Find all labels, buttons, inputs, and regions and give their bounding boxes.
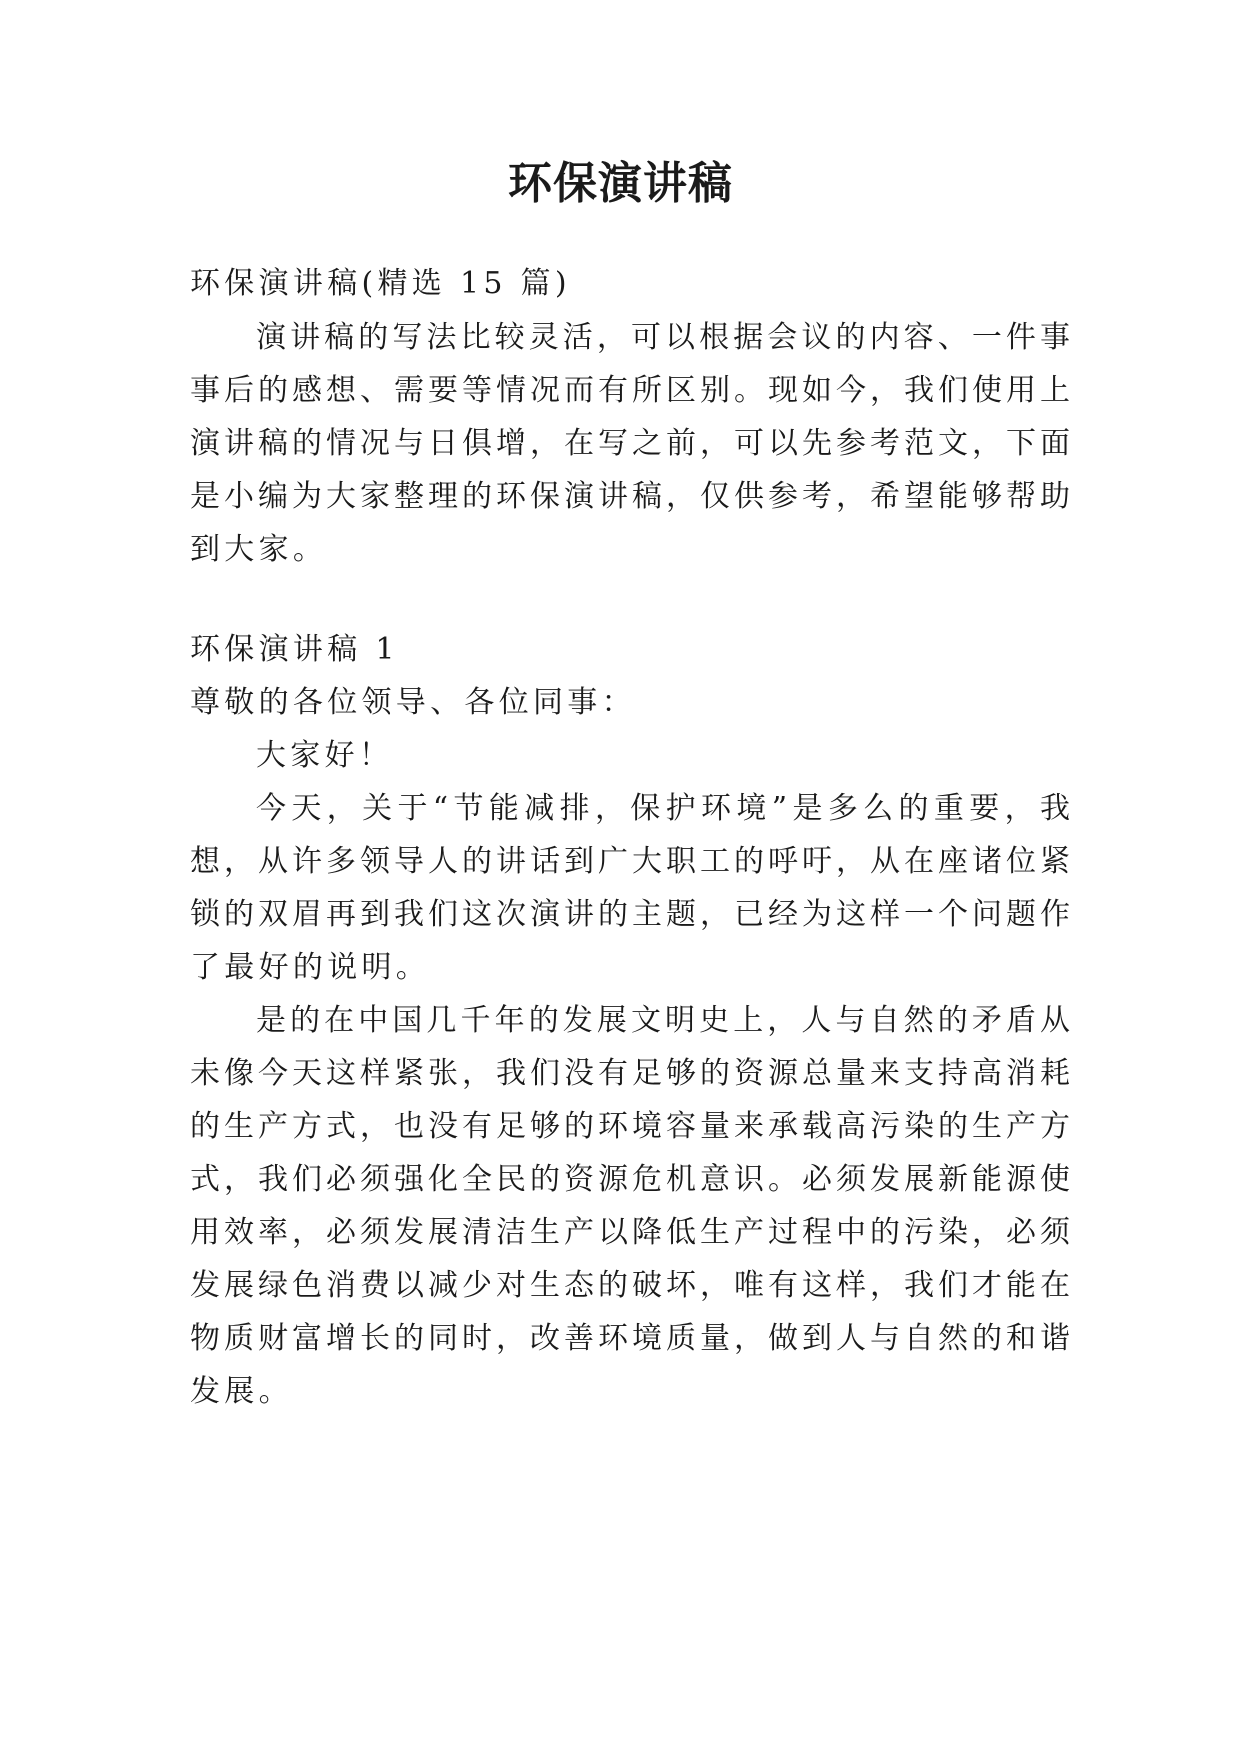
- paragraph-line: 的生产方式，也没有足够的环境容量来承载高污染的生产方: [190, 1109, 1070, 1144]
- paragraph-line: 式，我们必须强化全民的资源危机意识。必须发展新能源使: [190, 1162, 1070, 1197]
- paragraph-line: 锁的双眉再到我们这次演讲的主题，已经为这样一个问题作: [190, 897, 1070, 932]
- document-title: 环保演讲稿: [508, 158, 733, 209]
- paragraph-line: 未像今天这样紧张，我们没有足够的资源总量来支持高消耗: [190, 1056, 1070, 1091]
- paragraph-line: 用效率，必须发展清洁生产以降低生产过程中的污染，必须: [190, 1215, 1070, 1250]
- salutation: 尊敬的各位领导、各位同事：: [190, 685, 636, 720]
- paragraph-line: 是小编为大家整理的环保演讲稿，仅供参考，希望能够帮助: [190, 479, 1070, 514]
- paragraph-line: 今天，关于“节能减排，保护环境”是多么的重要，我: [256, 791, 1070, 826]
- paragraph-line: 发展。: [190, 1374, 293, 1409]
- paragraph-line: 演讲稿的写法比较灵活，可以根据会议的内容、一件事: [256, 320, 1070, 355]
- paragraph-line: 想，从许多领导人的讲话到广大职工的呼吁，从在座诸位紧: [190, 844, 1070, 879]
- paragraph-line: 是的在中国几千年的发展文明史上，人与自然的矛盾从: [256, 1003, 1070, 1038]
- paragraph-line: 物质财富增长的同时，改善环境质量，做到人与自然的和谐: [190, 1321, 1070, 1356]
- paragraph-line: 到大家。: [190, 532, 328, 567]
- section-heading: 环保演讲稿 1: [190, 632, 399, 667]
- greeting: 大家好！: [256, 738, 394, 773]
- paragraph-line: 演讲稿的情况与日俱增，在写之前，可以先参考范文，下面: [190, 426, 1070, 461]
- paragraph-line: 发展绿色消费以减少对生态的破坏，唯有这样，我们才能在: [190, 1268, 1070, 1303]
- paragraph-line: 了最好的说明。: [190, 950, 431, 985]
- document-subtitle: 环保演讲稿(精选 15 篇): [190, 266, 571, 301]
- paragraph-line: 事后的感想、需要等情况而有所区别。现如今，我们使用上: [190, 373, 1070, 408]
